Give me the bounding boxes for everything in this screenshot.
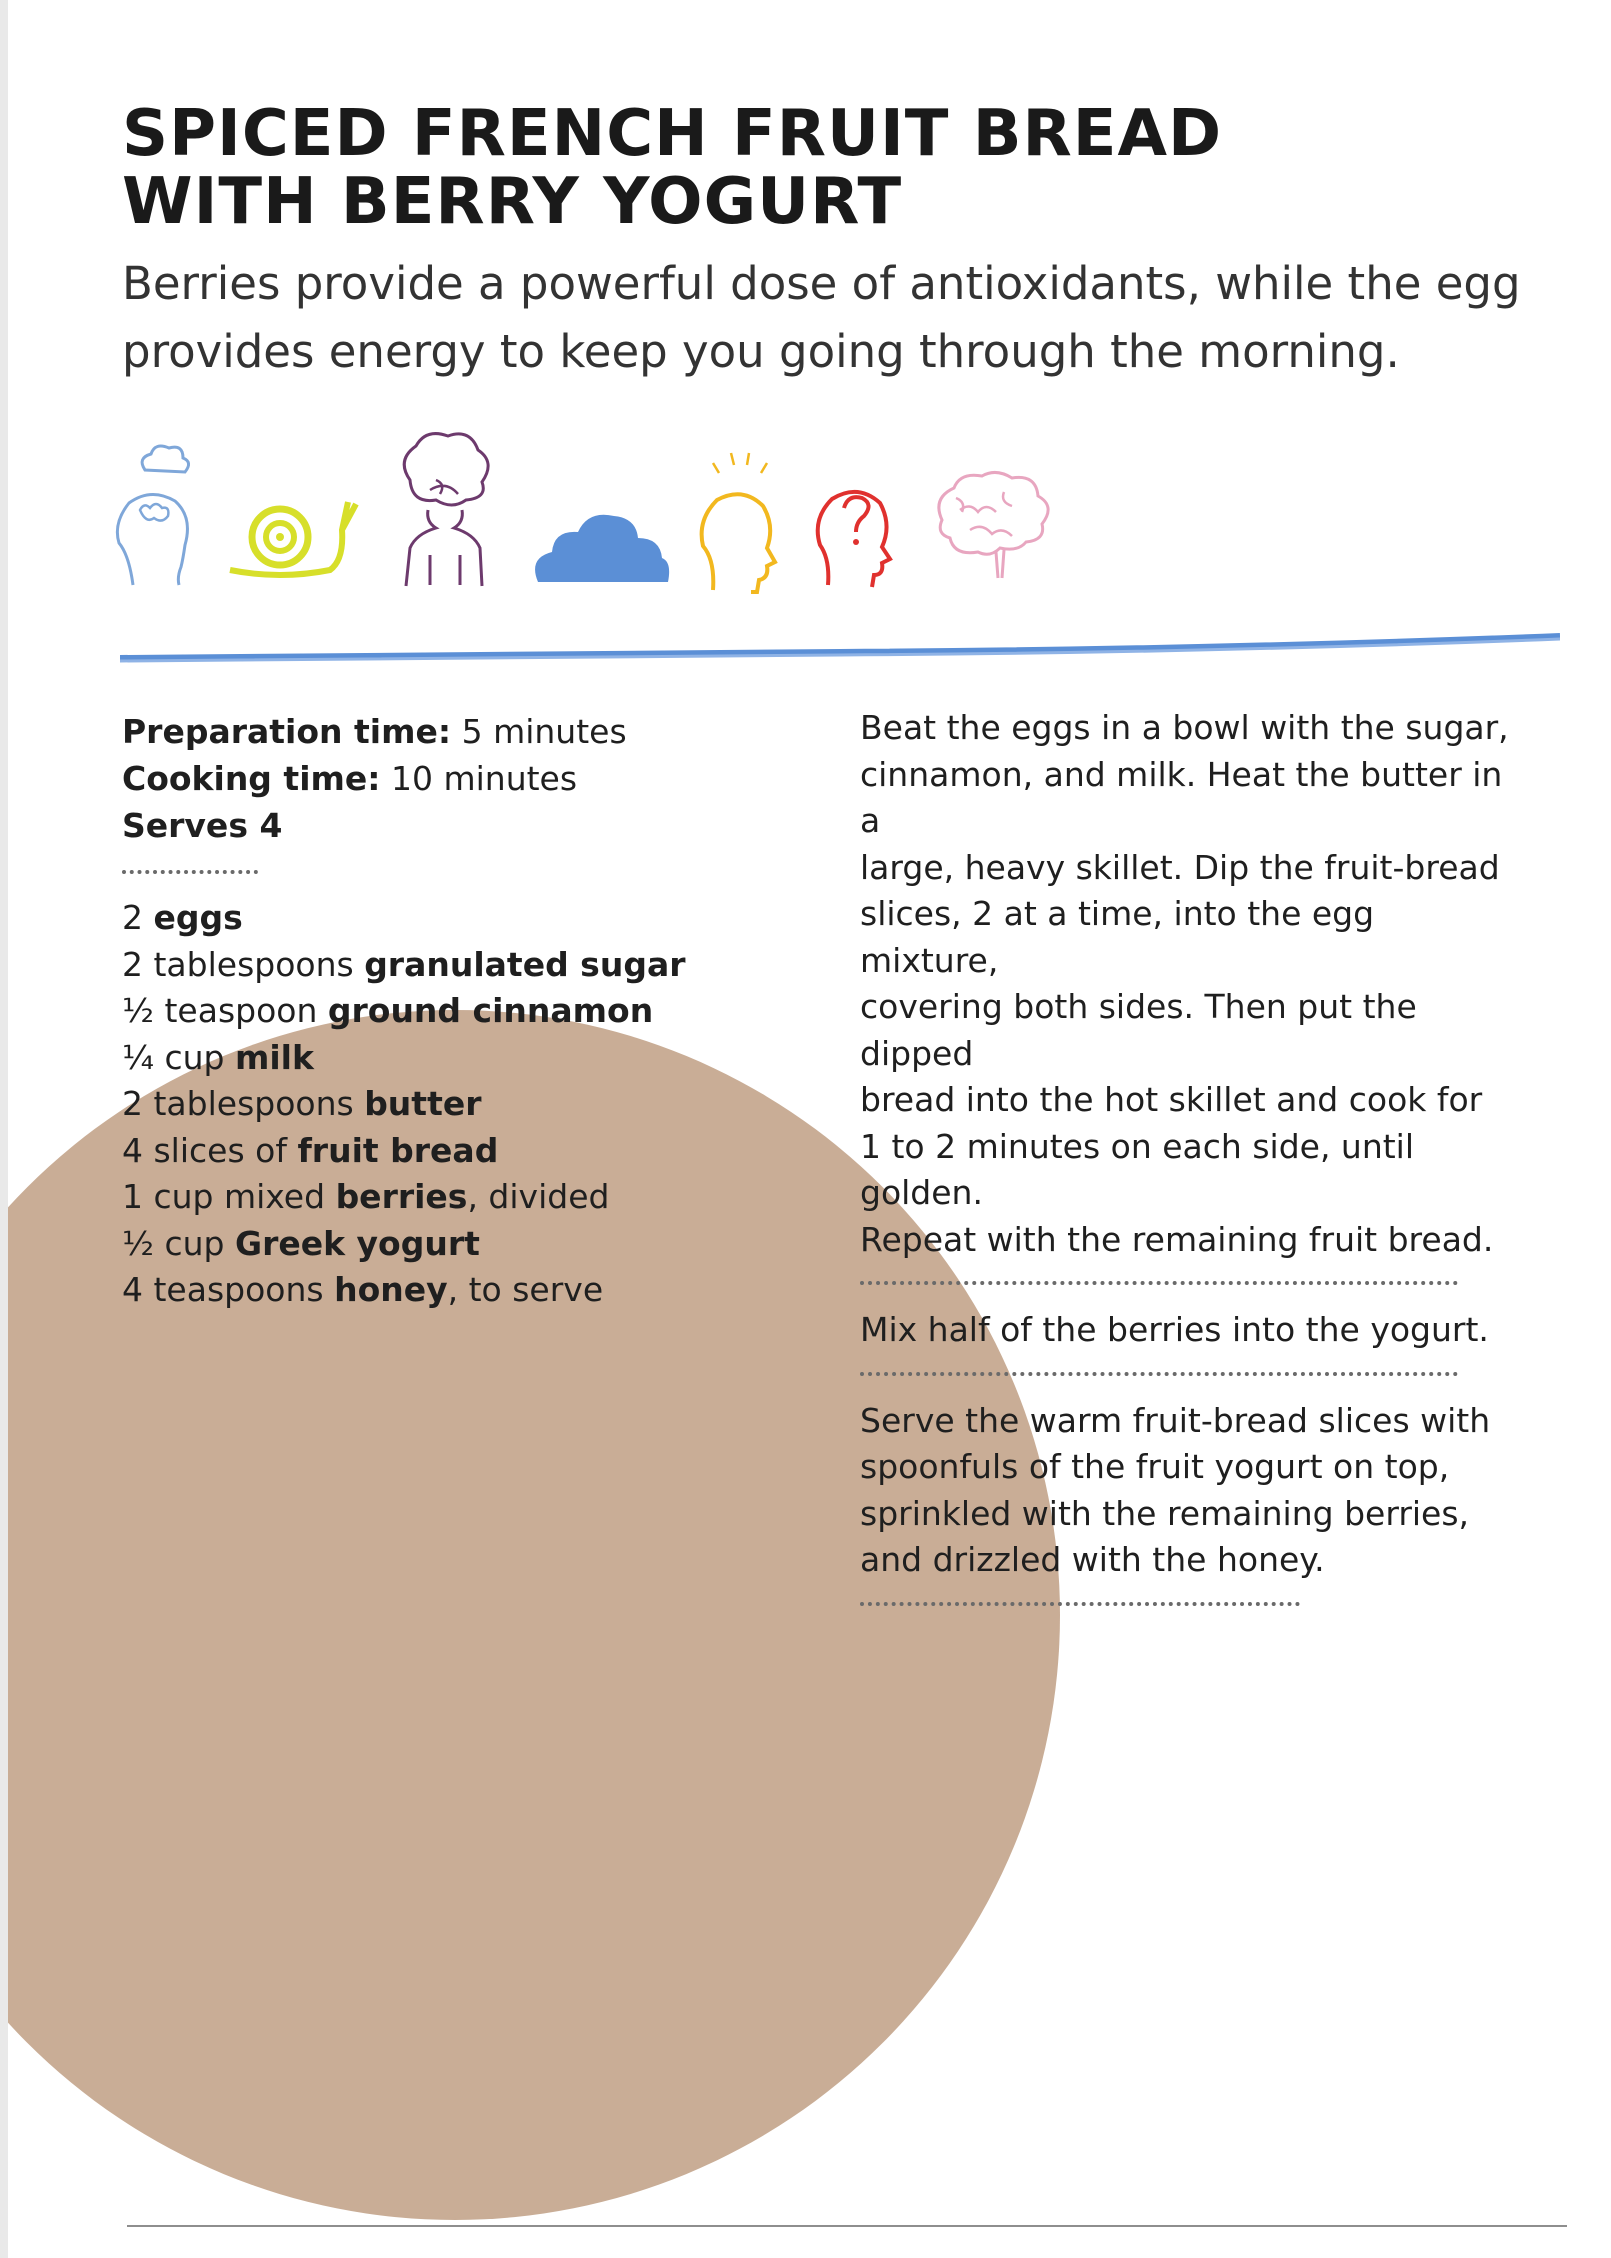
method-line: sprinkled with the remaining berries, bbox=[860, 1493, 1470, 1533]
ingredient-name: eggs bbox=[153, 898, 243, 937]
icon-row bbox=[110, 430, 1060, 600]
method-steps bbox=[860, 705, 1510, 1628]
method-line: large, heavy skillet. Dip the fruit-bread bbox=[860, 847, 1500, 887]
ingredient-name: ground cinnamon bbox=[327, 991, 654, 1030]
dotted-divider bbox=[860, 1372, 1458, 1376]
recipe-details bbox=[122, 708, 627, 849]
subtitle-line-1: Berries provide a powerful dose of antioxidants, while the egg bbox=[122, 257, 1521, 310]
prep-time bbox=[122, 708, 627, 755]
method-line: Mix half of the berries into the yogurt. bbox=[860, 1310, 1489, 1349]
ingredient-item bbox=[122, 1267, 686, 1314]
method-line: Repeat with the remaining fruit bread. bbox=[860, 1219, 1494, 1259]
ingredient-name: berries bbox=[335, 1177, 468, 1216]
ingredient-amount: ½ cup bbox=[122, 1223, 235, 1263]
method-line: slices, 2 at a time, into the egg mixture, bbox=[860, 894, 1375, 980]
snail-icon bbox=[220, 475, 360, 585]
method-line: Beat the eggs in a bowl with the sugar, bbox=[860, 708, 1509, 747]
title-line-1: SPICED FRENCH FRUIT BREAD bbox=[122, 97, 1223, 171]
ingredient-item bbox=[122, 942, 686, 989]
scan-edge bbox=[0, 0, 8, 2258]
ingredient-amount: ½ teaspoon bbox=[122, 991, 328, 1030]
ingredient-note: , divided bbox=[467, 1177, 610, 1216]
brain-icon bbox=[930, 470, 1050, 580]
method-line: and drizzled with the honey. bbox=[860, 1540, 1325, 1579]
dotted-divider bbox=[860, 1602, 1300, 1606]
head-with-cloud-icon bbox=[115, 440, 205, 590]
head-with-question-mark-icon bbox=[810, 460, 900, 590]
ingredient-amount: 1 cup mixed bbox=[122, 1177, 336, 1216]
cook-time bbox=[122, 755, 627, 802]
ingredient-name: milk bbox=[234, 1037, 314, 1077]
blue-divider bbox=[120, 628, 1560, 668]
method-line: cinnamon, and milk. Heat the butter in a bbox=[860, 754, 1503, 840]
cook-time-label: Cooking time: bbox=[122, 759, 381, 798]
cook-time-value: 10 minutes bbox=[390, 759, 578, 798]
ingredient-item bbox=[122, 1174, 686, 1221]
head-with-sparks-icon bbox=[695, 445, 785, 595]
page-subtitle bbox=[122, 250, 1522, 386]
method-line: Serve the warm fruit-bread slices with bbox=[860, 1400, 1491, 1440]
ingredient-name: honey bbox=[334, 1270, 448, 1309]
ingredient-amount: 4 slices of bbox=[122, 1130, 298, 1170]
ingredient-amount: 2 tablespoons bbox=[122, 944, 365, 984]
ingredient-item bbox=[122, 1221, 686, 1268]
ingredient-name: Greek yogurt bbox=[234, 1223, 480, 1263]
method-line: bread into the hot skillet and cook for bbox=[860, 1080, 1483, 1119]
prep-time-value: 5 minutes bbox=[461, 712, 627, 751]
title-line-2: WITH BERRY YOGURT bbox=[122, 165, 903, 239]
ingredient-item bbox=[122, 1128, 686, 1175]
method-line: spoonfuls of the fruit yogurt on top, bbox=[860, 1447, 1450, 1486]
ingredient-note: , to serve bbox=[447, 1270, 604, 1309]
subtitle-line-2: provides energy to keep you going through the morning. bbox=[122, 325, 1400, 378]
prep-time-label: Preparation time: bbox=[122, 712, 452, 751]
ingredient-name: butter bbox=[364, 1084, 482, 1123]
page-title bbox=[122, 97, 1422, 239]
ingredient-item bbox=[122, 895, 686, 942]
dotted-divider bbox=[860, 1281, 1458, 1285]
ingredient-name: fruit bread bbox=[297, 1130, 499, 1170]
dotted-divider bbox=[122, 870, 258, 874]
ingredient-amount: ¼ cup bbox=[122, 1037, 235, 1077]
ingredient-name: granulated sugar bbox=[364, 944, 686, 984]
method-step bbox=[860, 1307, 1510, 1354]
method-step bbox=[860, 705, 1510, 1263]
cloud-icon bbox=[530, 510, 670, 590]
method-line: covering both sides. Then put the dipped bbox=[860, 987, 1417, 1073]
bottom-rule bbox=[127, 2225, 1567, 2227]
ingredient-amount: 4 teaspoons bbox=[122, 1270, 335, 1309]
ingredient-amount: 2 bbox=[122, 898, 154, 937]
ingredient-amount: 2 tablespoons bbox=[122, 1084, 365, 1123]
serves-label: Serves 4 bbox=[122, 806, 283, 845]
person-with-tangled-mind-icon bbox=[390, 430, 500, 590]
method-step bbox=[860, 1398, 1510, 1584]
serves bbox=[122, 802, 627, 849]
ingredient-item bbox=[122, 988, 686, 1035]
method-line: 1 to 2 minutes on each side, until golden. bbox=[860, 1126, 1415, 1212]
ingredient-item bbox=[122, 1081, 686, 1128]
ingredient-item bbox=[122, 1035, 686, 1082]
ingredient-list bbox=[122, 895, 686, 1314]
